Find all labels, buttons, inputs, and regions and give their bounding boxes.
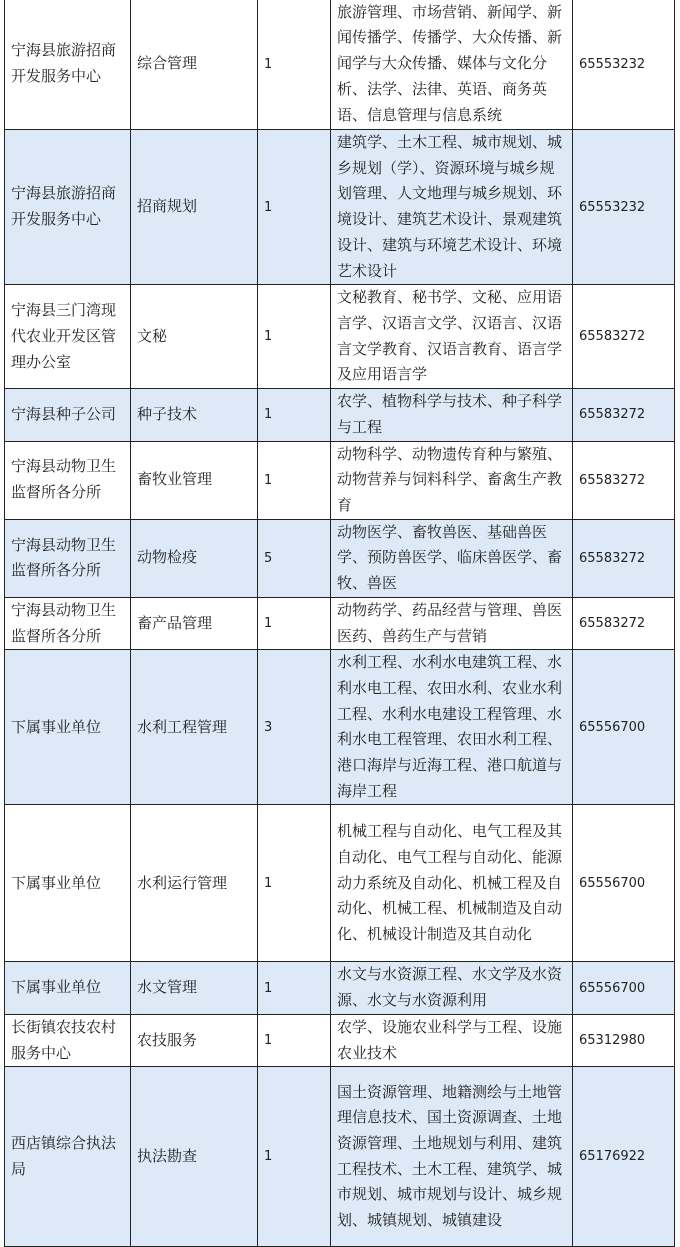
recruitment-table	[4, 0, 675, 1247]
majors-cell: 水文与水资源工程、水文学及水资源、水文与水资源利用	[331, 962, 573, 1014]
table-row	[5, 0, 675, 130]
unit-cell: 宁海县旅游招商开发服务中心	[5, 130, 131, 285]
table-row	[5, 389, 675, 441]
position-cell: 水文管理	[131, 962, 258, 1014]
unit-cell: 宁海县旅游招商开发服务中心	[5, 0, 131, 130]
position-cell: 综合管理	[131, 0, 258, 130]
position-cell: 畜牧业管理	[131, 441, 258, 519]
phone-cell: 65312980	[573, 1014, 675, 1066]
majors-cell: 动物医学、畜牧兽医、基础兽医学、预防兽医学、临床兽医学、畜牧、兽医	[331, 519, 573, 597]
majors-cell: 动物药学、药品经营与管理、兽医医药、兽药生产与营销	[331, 597, 573, 649]
position-cell: 执法勘查	[131, 1067, 258, 1247]
count-cell: 1	[258, 0, 331, 130]
position-cell: 文秘	[131, 285, 258, 389]
phone-cell: 65556700	[573, 650, 675, 805]
table-row	[5, 285, 675, 389]
position-cell: 农技服务	[131, 1014, 258, 1066]
unit-cell: 下属事业单位	[5, 805, 131, 962]
count-cell: 3	[258, 650, 331, 805]
unit-cell: 西店镇综合执法局	[5, 1067, 131, 1247]
phone-cell: 65583272	[573, 285, 675, 389]
position-cell: 招商规划	[131, 130, 258, 285]
count-cell: 1	[258, 597, 331, 649]
position-cell: 畜产品管理	[131, 597, 258, 649]
position-cell: 水利工程管理	[131, 650, 258, 805]
phone-cell: 65583272	[573, 441, 675, 519]
unit-cell: 下属事业单位	[5, 962, 131, 1014]
table-row	[5, 597, 675, 649]
majors-cell: 旅游管理、市场营销、新闻学、新闻传播学、传播学、大众传播、新闻学与大众传播、媒体与文化分析、法学、法律、英语、商务英语、信息管理与信息系统	[331, 0, 573, 130]
phone-cell: 65553232	[573, 130, 675, 285]
count-cell: 1	[258, 441, 331, 519]
majors-cell: 农学、植物科学与技术、种子科学与工程	[331, 389, 573, 441]
table-row	[5, 519, 675, 597]
unit-cell: 宁海县种子公司	[5, 389, 131, 441]
table-row	[5, 805, 675, 962]
phone-cell: 65553232	[573, 0, 675, 130]
phone-cell: 65583272	[573, 519, 675, 597]
majors-cell: 机械工程与自动化、电气工程及其自动化、电气工程与自动化、能源动力系统及自动化、机械工程及自动化、机械工程、机械制造及自动化、机械设计制造及其自动化	[331, 805, 573, 962]
count-cell: 1	[258, 130, 331, 285]
table-row	[5, 1014, 675, 1066]
unit-cell: 宁海县动物卫生监督所各分所	[5, 519, 131, 597]
majors-cell: 文秘教育、秘书学、文秘、应用语言学、汉语言文学、汉语言、汉语言文学教育、汉语言教育、语言学及应用语言学	[331, 285, 573, 389]
phone-cell: 65556700	[573, 805, 675, 962]
count-cell: 1	[258, 1014, 331, 1066]
table-row	[5, 962, 675, 1014]
majors-cell: 水利工程、水利水电建筑工程、水利水电工程、农田水利、农业水利工程、水利水电建设工程管理、水利水电工程管理、农田水利工程、港口海岸与近海工程、港口航道与海岸工程	[331, 650, 573, 805]
count-cell: 1	[258, 1067, 331, 1247]
count-cell: 1	[258, 285, 331, 389]
table-row	[5, 650, 675, 805]
phone-cell: 65176922	[573, 1067, 675, 1247]
phone-cell: 65583272	[573, 389, 675, 441]
majors-cell: 动物科学、动物遗传育种与繁殖、动物营养与饲料科学、畜禽生产教育	[331, 441, 573, 519]
majors-cell: 农学、设施农业科学与工程、设施农业技术	[331, 1014, 573, 1066]
unit-cell: 长街镇农技农村服务中心	[5, 1014, 131, 1066]
majors-cell: 建筑学、土木工程、城市规划、城乡规划（学）、资源环境与城乡规划管理、人文地理与城乡规划、环境设计、建筑艺术设计、景观建筑设计、建筑与环境艺术设计、环境艺术设计	[331, 130, 573, 285]
unit-cell: 宁海县三门湾现代农业开发区管理办公室	[5, 285, 131, 389]
count-cell: 1	[258, 805, 331, 962]
position-cell: 水利运行管理	[131, 805, 258, 962]
phone-cell: 65556700	[573, 962, 675, 1014]
count-cell: 1	[258, 962, 331, 1014]
table-row	[5, 130, 675, 285]
phone-cell: 65583272	[573, 597, 675, 649]
unit-cell: 宁海县动物卫生监督所各分所	[5, 441, 131, 519]
table-row	[5, 441, 675, 519]
count-cell: 5	[258, 519, 331, 597]
table-row	[5, 1067, 675, 1247]
unit-cell: 宁海县动物卫生监督所各分所	[5, 597, 131, 649]
position-cell: 动物检疫	[131, 519, 258, 597]
position-cell: 种子技术	[131, 389, 258, 441]
majors-cell: 国土资源管理、地籍测绘与土地管理信息技术、国土资源调查、土地资源管理、土地规划与利用、建筑工程技术、土木工程、建筑学、城市规划、城市规划与设计、城乡规划、城镇规划、城镇建设	[331, 1067, 573, 1247]
count-cell: 1	[258, 389, 331, 441]
unit-cell: 下属事业单位	[5, 650, 131, 805]
